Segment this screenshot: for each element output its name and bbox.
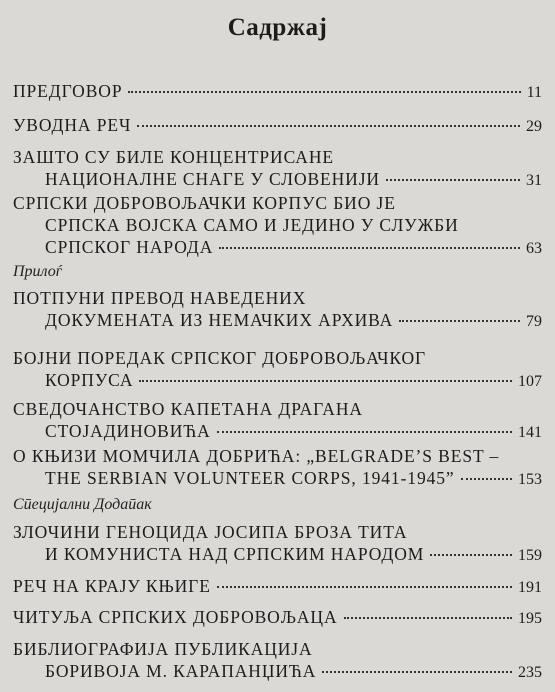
toc-entry-title-line: О КЊИЗИ МОМЧИЛА ДОБРИЋА: „BELGRADE’S BEST –	[13, 446, 500, 466]
page-title: Садржај	[227, 14, 328, 41]
toc-entry-last-line	[13, 80, 542, 104]
page-number: 29	[526, 118, 542, 135]
toc-entry[interactable]	[13, 114, 542, 138]
toc-entry-title-line: ПРЕДГОВОР	[13, 81, 123, 101]
toc-entry-last-line	[13, 660, 542, 684]
toc-entry[interactable]	[13, 606, 542, 630]
toc-entry[interactable]	[13, 575, 542, 599]
toc-entry-last-line	[13, 467, 542, 491]
dot-leader	[128, 91, 520, 93]
toc-entry[interactable]	[13, 445, 542, 491]
page-number: 31	[526, 172, 542, 189]
toc-entry-title-line: РЕЧ НА КРАЈУ КЊИГЕ	[13, 576, 211, 596]
dot-leader	[217, 586, 512, 588]
page-number: 195	[518, 610, 542, 627]
toc-entry-last-line	[13, 114, 542, 138]
toc-entry[interactable]	[13, 398, 542, 444]
toc-entry-title-line: БОЈНИ ПОРЕДАК СРПСКОГ ДОБРОВОЉАЧКОГ	[13, 348, 427, 368]
section-label-prilog: Прилоѓ	[13, 263, 62, 280]
toc-entry-last-line	[13, 236, 542, 260]
toc-entry[interactable]	[13, 146, 542, 192]
toc-entry[interactable]	[13, 347, 542, 393]
page-number: 141	[518, 424, 542, 441]
toc-entry-last-line	[13, 606, 542, 630]
page-number: 79	[526, 313, 542, 330]
toc-entry[interactable]	[13, 80, 542, 104]
toc-entry[interactable]	[13, 287, 542, 333]
page-number: 191	[518, 579, 542, 596]
toc-entry-last-line	[13, 369, 542, 393]
toc-entry-title-line: БИБЛИОГРАФИЈА ПУБЛИКАЦИЈА	[13, 639, 313, 659]
dot-leader	[217, 431, 512, 433]
toc-entry-title-line: ПОТПУНИ ПРЕВОД НАВЕДЕНИХ	[13, 288, 307, 308]
toc-entry[interactable]	[13, 521, 542, 567]
toc-entry-title-line: СРПСКА ВОЈСКА САМО И ЈЕДИНО У СЛУЖБИ	[45, 215, 459, 235]
dot-leader	[139, 380, 512, 382]
page-number: 11	[526, 84, 542, 101]
page-number: 159	[518, 547, 542, 564]
dot-leader	[344, 617, 513, 619]
toc-entry-title-line: СВЕДОЧАНСТВО КАПЕТАНА ДРАГАНА	[13, 399, 363, 419]
toc-entry-title-line: КОРПУСА	[45, 370, 134, 390]
dot-leader	[322, 671, 512, 673]
toc-entry-last-line	[13, 309, 542, 333]
toc-entry[interactable]	[13, 638, 542, 684]
toc-entry-title-line: ЗЛОЧИНИ ГЕНОЦИДА ЈОСИПА БРОЗА ТИТА	[13, 522, 408, 542]
page-number: 153	[518, 471, 542, 488]
toc-entry-last-line	[13, 575, 542, 599]
toc-entry-title-line: ЧИТУЉА СРПСКИХ ДОБРОВОЉАЦА	[13, 607, 338, 627]
toc-entry-title-line: СРПСКОГ НАРОДА	[45, 237, 214, 257]
dot-leader	[399, 320, 520, 322]
dot-leader	[137, 125, 520, 127]
dot-leader	[461, 478, 512, 480]
dot-leader	[219, 247, 520, 249]
page-number: 107	[518, 373, 542, 390]
toc-entry-title-line: ДОКУМЕНАТА ИЗ НЕМАЧКИХ АРХИВА	[45, 310, 394, 330]
dot-leader	[430, 554, 512, 556]
toc-entry-last-line	[13, 543, 542, 567]
toc-entry-last-line	[13, 168, 542, 192]
dot-leader	[386, 179, 520, 181]
toc-entry-title-line: THE SERBIAN VOLUNTEER CORPS, 1941-1945”	[45, 468, 455, 488]
toc-entry-title-line: ЗАШТО СУ БИЛЕ КОНЦЕНТРИСАНЕ	[13, 147, 334, 167]
toc-entry-title-line: СТОЈАДИНОВИЋА	[45, 421, 211, 441]
toc-entry-title-line: БОРИВОЈА М. КАРАПАНЏИЋА	[45, 661, 317, 681]
toc-entry-title-line: СРПСКИ ДОБРОВОЉАЧКИ КОРПУС БИО ЈЕ	[13, 193, 396, 213]
toc-entry-last-line	[13, 420, 542, 444]
toc-entry-title-line: И КОМУНИСТА НАД СРПСКИМ НАРОДОМ	[45, 544, 425, 564]
toc-entry-title-line: НАЦИОНАЛНЕ СНАГЕ У СЛОВЕНИЈИ	[45, 169, 380, 189]
toc-entry[interactable]	[13, 192, 542, 260]
page-number: 63	[526, 240, 542, 257]
toc-entry-title-line: УВОДНА РЕЧ	[13, 115, 132, 135]
section-label-dodatak: Сӣецијални Додаӣак	[13, 496, 152, 513]
page-number: 235	[518, 664, 542, 681]
